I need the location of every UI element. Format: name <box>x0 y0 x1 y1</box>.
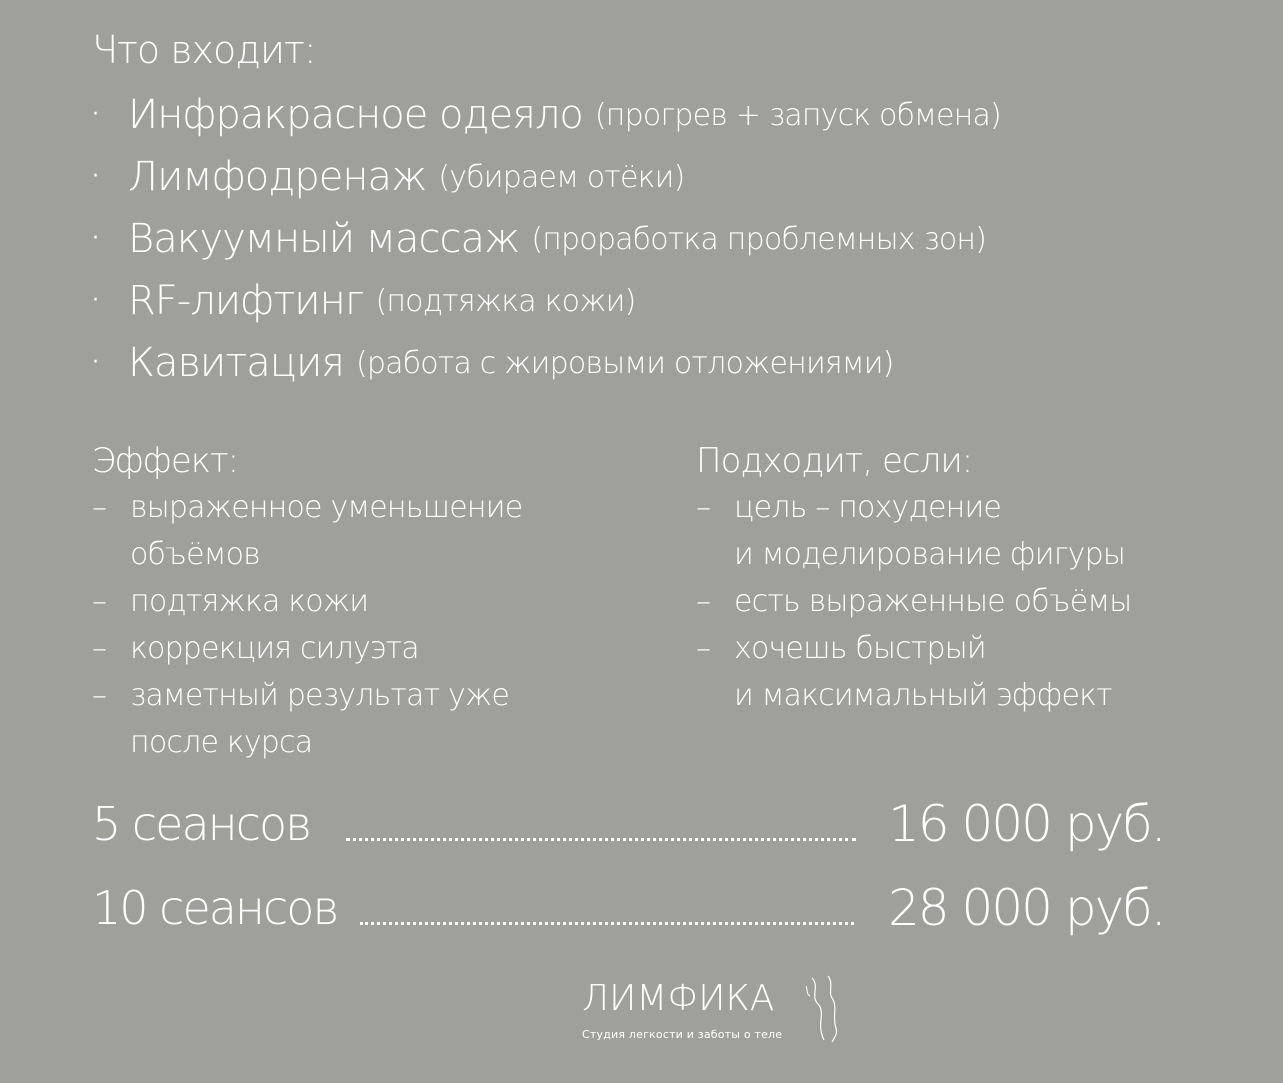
brand-name: ЛИМФИКА <box>582 978 775 1019</box>
effect-item-line: объёмов <box>130 537 260 572</box>
body-silhouette-icon <box>798 974 848 1044</box>
dash-icon: – <box>92 490 107 525</box>
dash-icon: – <box>92 584 107 619</box>
suits-item <box>696 484 1256 578</box>
includes-item-note: (работа с жировыми отложениями) <box>355 345 894 381</box>
includes-item-name: Инфракрасное одеяло <box>128 92 583 138</box>
price-sessions: 10 сеансов <box>92 881 338 935</box>
bullet-icon: · <box>92 164 99 189</box>
suits-item-line: хочешь быстрый <box>734 631 986 666</box>
effect-item-line: подтяжка кожи <box>130 584 369 619</box>
effect-item <box>92 578 652 625</box>
includes-item <box>92 270 1001 332</box>
effect-item-line: после курса <box>130 725 313 760</box>
includes-list <box>92 84 1001 394</box>
includes-item-note: (проработка проблемных зон) <box>531 221 987 257</box>
effect-item <box>92 625 652 672</box>
price-sessions: 5 сеансов <box>92 797 311 851</box>
includes-item-note: (подтяжка кожи) <box>375 283 636 319</box>
price-value: 16 000 руб. <box>888 795 1165 853</box>
brand-tagline: Студия легкости и заботы о теле <box>582 1028 783 1041</box>
price-row <box>92 878 1212 938</box>
suits-item-line: и моделирование фигуры <box>734 537 1126 572</box>
bullet-icon: · <box>92 288 99 313</box>
includes-item <box>92 84 1001 146</box>
suits-item-line: цель – похудение <box>734 490 1002 525</box>
effect-list <box>92 484 652 766</box>
suits-list <box>696 484 1256 719</box>
suits-item <box>696 625 1256 719</box>
effect-item-line: выраженное уменьшение <box>130 490 523 525</box>
dash-icon: – <box>696 584 711 619</box>
includes-item <box>92 208 1001 270</box>
price-dotted-leader <box>360 922 854 925</box>
effect-item <box>92 672 652 766</box>
price-dotted-leader <box>346 838 856 841</box>
brand-logo <box>560 970 860 1050</box>
includes-title: Что входит: <box>92 28 316 72</box>
dash-icon: – <box>92 678 107 713</box>
dash-icon: – <box>696 631 711 666</box>
includes-item <box>92 332 1001 394</box>
effect-item-line: коррекция силуэта <box>130 631 419 666</box>
suits-item <box>696 578 1256 625</box>
bullet-icon: · <box>92 102 99 127</box>
includes-item-name: Лимфодренаж <box>128 154 427 200</box>
suits-title: Подходит, если: <box>696 441 973 481</box>
suits-item-line: есть выраженные объёмы <box>734 584 1132 619</box>
includes-item-note: (прогрев + запуск обмена) <box>594 97 1001 133</box>
includes-item-name: Кавитация <box>128 340 344 386</box>
effect-item <box>92 484 652 578</box>
bullet-icon: · <box>92 350 99 375</box>
dash-icon: – <box>696 490 711 525</box>
price-row <box>92 794 1212 854</box>
effect-item-line: заметный результат уже <box>130 678 510 713</box>
effect-section <box>92 436 652 766</box>
includes-item-name: Вакуумный массаж <box>128 216 520 262</box>
includes-item-name: RF-лифтинг <box>128 278 364 324</box>
effect-title: Эффект: <box>92 441 239 481</box>
dash-icon: – <box>92 631 107 666</box>
includes-item <box>92 146 1001 208</box>
suits-item-line: и максимальный эффект <box>734 678 1112 713</box>
price-value: 28 000 руб. <box>888 879 1165 937</box>
includes-item-note: (убираем отёки) <box>438 159 685 195</box>
suits-section <box>696 436 1256 719</box>
bullet-icon: · <box>92 226 99 251</box>
